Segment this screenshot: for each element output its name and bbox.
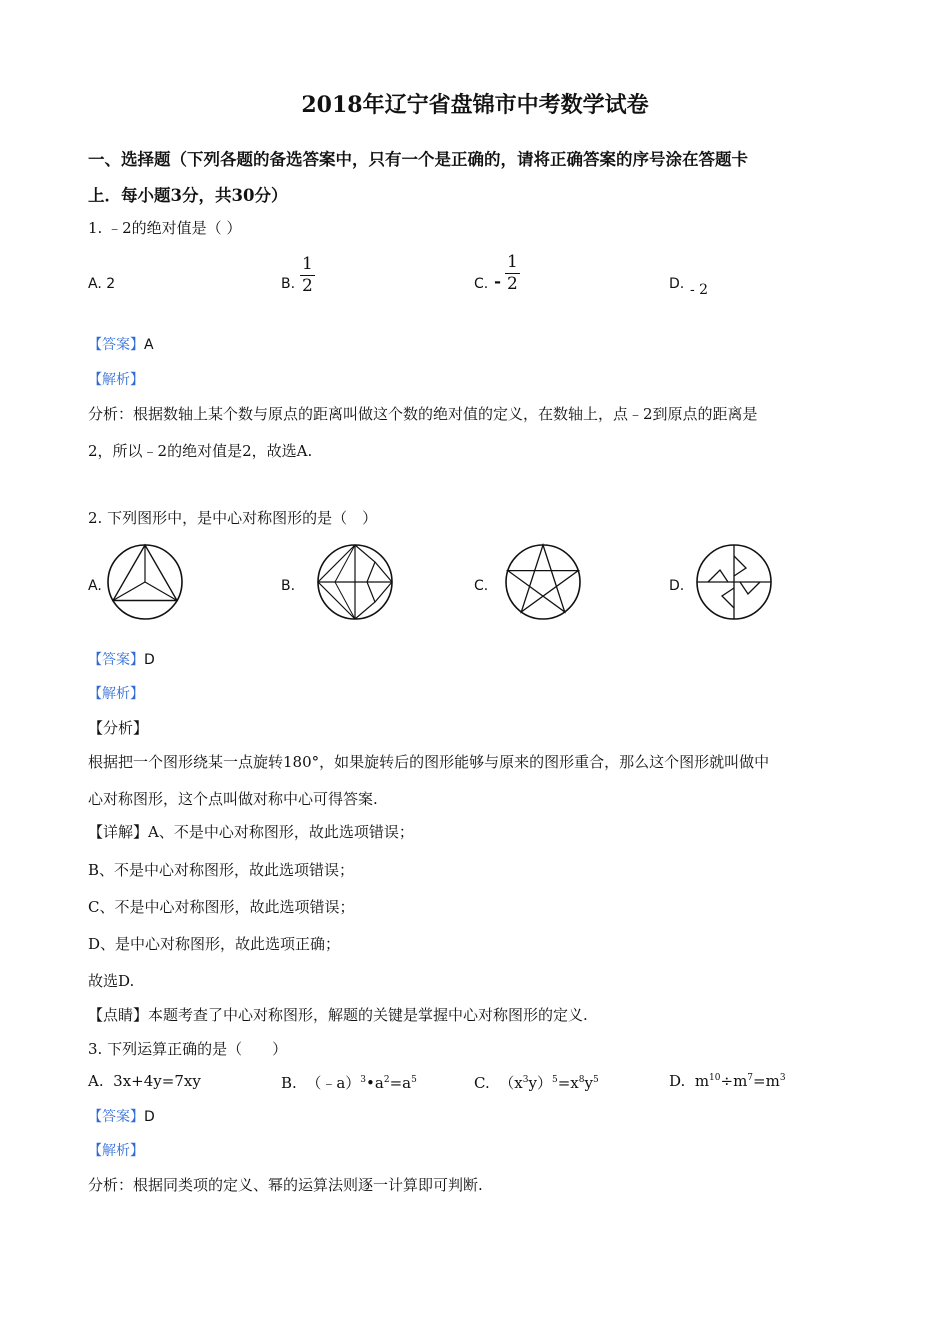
q1-analysis-line1: 分析：根据数轴上某个数与原点的距离叫做这个数的绝对值的定义，在数轴上，点﹣2到原点的距离是 [88,405,758,423]
q2-answer [88,649,155,669]
detail-tag: 【详解】 [88,823,149,841]
expr-sup: 5 [592,1075,599,1085]
q2-fenxi-line1: 根据把一个图形绕某一点旋转180°，如果旋转后的图形能够与原来的图形重合，那么这个图形就叫做中 [88,753,770,771]
answer-tag: 【答案】 [88,652,144,668]
expr-part: ÷m [720,1072,748,1090]
expr-sup: 7 [747,1073,754,1083]
expr-part: y） [528,1074,552,1092]
fraction-numerator: 1 [302,254,313,274]
q1-option-b-label: B. [281,276,296,292]
q3-answer [88,1106,155,1126]
q2-detail-c: C、不是中心对称图形，故此选项错误； [88,898,355,916]
expr-part: •a [366,1074,384,1092]
answer-tag: 【答案】 [88,1109,144,1125]
q1-option-d-value: - 2 [690,282,709,298]
section-heading-line2: 上．每小题3分，共30分） [88,186,288,205]
q1-option-b-fraction [300,256,315,295]
page-title: 2018年辽宁省盘锦市中考数学试卷 [301,92,649,118]
expr-part: y [584,1074,593,1092]
expr-sup: 8 [578,1075,585,1085]
expr-part: =m [753,1072,780,1090]
answer-tag: 【答案】 [88,337,144,353]
expr-sup: 3 [779,1073,786,1083]
q2-option-a-label: A. [88,578,102,594]
expr-sup: 3 [522,1075,529,1085]
fraction-numerator: 1 [507,252,518,272]
q1-option-d-label: D. [669,276,685,292]
option-text: 3x+4y=7xy [113,1072,201,1090]
q2-analysis-tag: 【解析】 [88,686,144,702]
q2-figure-d [694,542,774,622]
q2-option-d-label: D. [669,578,685,594]
expr-sup: 5 [411,1075,417,1085]
q2-detail-d: D、是中心对称图形，故此选项正确； [88,935,341,953]
q1-analysis-line2: 2，所以﹣2的绝对值是2，故选A. [88,442,313,460]
q1-option-c-sign: - [494,272,502,292]
fraction-denominator: 2 [507,274,518,294]
option-label: A. [88,1072,104,1090]
q3-analysis: 分析：根据同类项的定义、幂的运算法则逐一计算即可判断. [88,1176,483,1194]
q2-option-b-label: B. [281,578,296,594]
q3-stem: 3. 下列运算正确的是（ ） [88,1040,288,1058]
q1-option-c-label: C. [474,276,489,292]
expr-sup: 3 [360,1075,367,1085]
expr-sup: 2 [383,1075,390,1085]
expr-sup: 5 [551,1075,558,1085]
q2-figure-c [503,542,583,622]
option-label: D. [669,1072,686,1090]
q1-stem: 1. ﹣2的绝对值是（ ） [88,219,242,237]
q2-conclusion: 故选D. [88,972,135,990]
q3-option-d [669,1072,786,1090]
expr-sup: 10 [709,1073,721,1083]
q1-analysis-tag: 【解析】 [88,372,144,388]
answer-value: D [144,1109,155,1125]
section-heading-line1: 一、选择题（下列各题的备选答案中，只有一个是正确的，请将正确答案的序号涂在答题卡 [88,150,748,169]
q2-detail-a [88,821,414,842]
q2-figure-a [105,542,185,622]
q2-point [88,1004,588,1025]
q2-detail-b: B、不是中心对称图形，故此选项错误； [88,861,355,879]
q3-option-b [281,1072,417,1093]
detail-text: A、不是中心对称图形，故此选项错误； [148,823,414,841]
q2-option-c-label: C. [474,578,489,594]
fraction-denominator: 2 [302,276,313,296]
q2-fenxi-line2: 心对称图形，这个点叫做对称中心可得答案. [88,790,378,808]
option-label: B. [281,1074,297,1092]
q2-fenxi-tag: 【分析】 [88,719,149,737]
q3-option-c [474,1072,599,1093]
q2-stem: 2. 下列图形中，是中心对称图形的是（ ） [88,509,378,527]
q1-answer [88,334,154,354]
point-text: 本题考查了中心对称图形，解题的关键是掌握中心对称图形的定义. [148,1006,588,1024]
expr-part: （﹣a） [306,1074,361,1092]
answer-value: D [144,652,155,668]
expr-part: =x [557,1074,579,1092]
q3-analysis-tag: 【解析】 [88,1143,144,1159]
option-label: C. [474,1074,490,1092]
q3-option-a [88,1072,201,1090]
expr-part: （x [499,1074,523,1092]
expr-part: =a [389,1074,412,1092]
q1-option-a: A. 2 [88,276,116,292]
point-tag: 【点睛】 [88,1006,149,1024]
q1-option-c-fraction [505,254,520,293]
answer-value: A [144,337,154,353]
q2-figure-b [315,542,395,622]
expr-part: m [694,1072,710,1090]
